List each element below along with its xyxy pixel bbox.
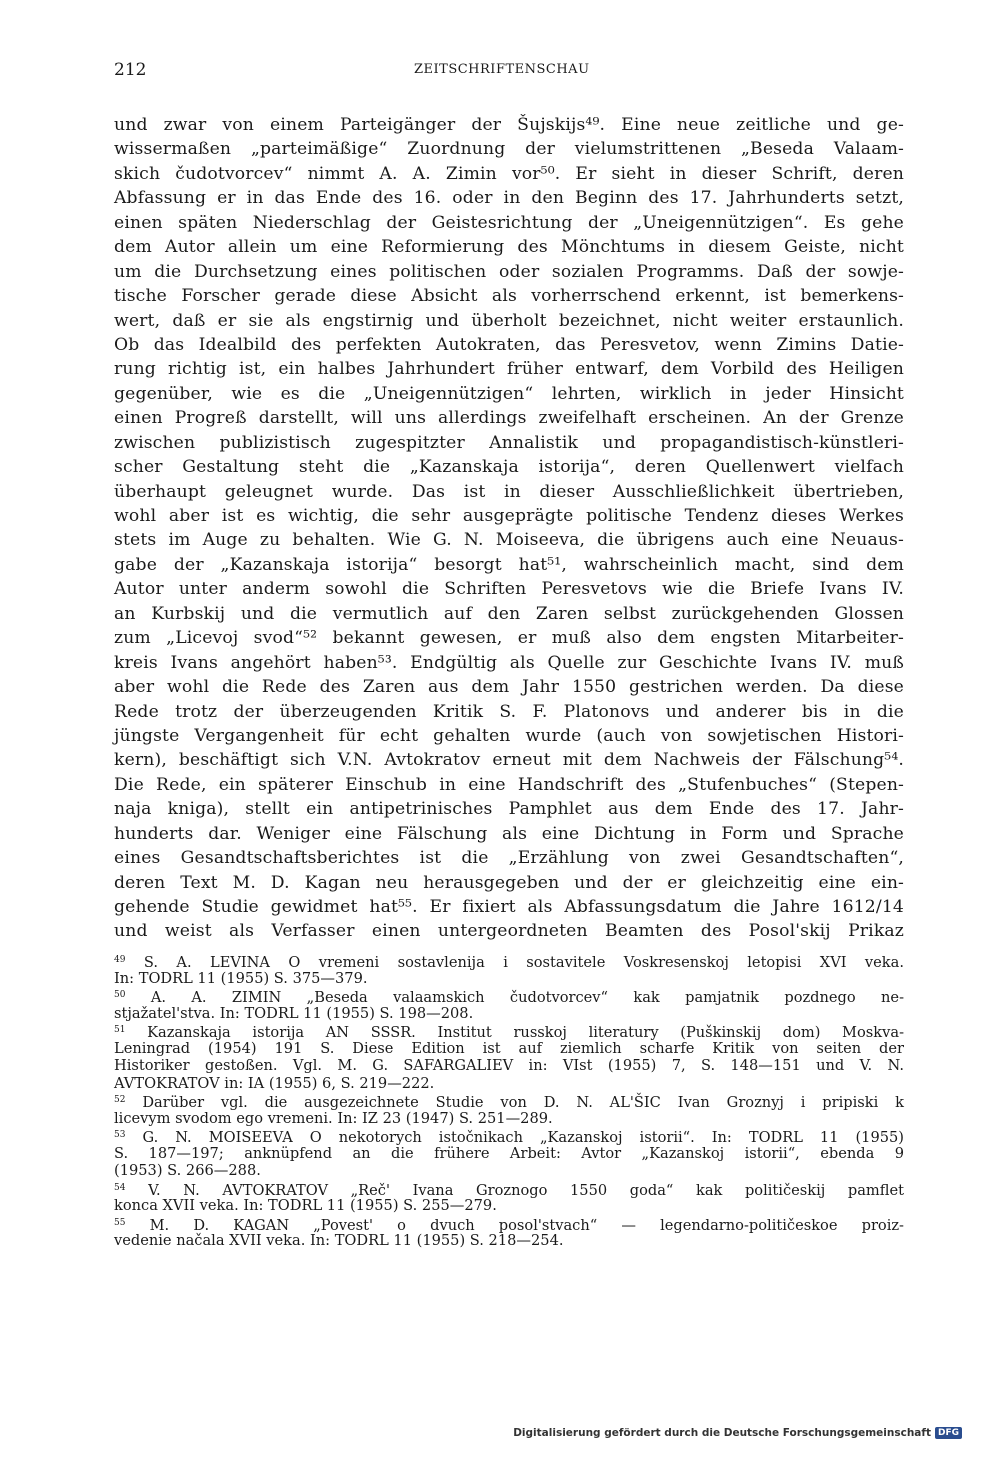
- footnote-line: S. 187—197; anknüpfend an die frühere Arbeit: Avtor „Kazanskoj istorii“, ebenda 9: [114, 1144, 904, 1162]
- text-line: wohl aber ist es wichtig, die sehr ausgeprägte politische Tendenz dieses Werkes: [114, 506, 904, 526]
- footnote-text: V. N. AVTOKRATOV „Reč' Ivana Groznogo 1550 goda“ kak političeskij pamflet: [148, 1181, 905, 1199]
- text-line: einen Progreß darstellt, will uns allerdings zweifelhaft erscheinen. An der Grenze: [114, 408, 904, 429]
- dfg-logo: DFG: [935, 1427, 962, 1439]
- footnote-line: [114, 1180, 904, 1198]
- footnote-line: [114, 1127, 904, 1145]
- footnote-line: [114, 1092, 904, 1110]
- text-line: aber wohl die Rede des Zaren aus dem Jahr 1550 gestrichen werden. Da diese: [114, 677, 904, 698]
- footnote-text: Darüber vgl. die ausgezeichnete Studie von D. N. AL'ŠIC Ivan Groznyj i pripiski k: [142, 1094, 904, 1111]
- text-line: gegenüber, wie es die „Uneigennützigen“ lehrten, wirklich in jeder Hinsicht: [114, 383, 904, 404]
- text-line: und zwar von einem Parteigänger der Šujskijs⁴⁹. Eine neue zeitliche und ge-: [114, 115, 904, 135]
- text-line: dem Autor allein um eine Reformierung des Mönchtums in diesem Geiste, nicht: [114, 237, 904, 258]
- text-line: jüngste Vergangenheit für echt gehalten wurde (auch von sowjetischen Histori-: [114, 725, 904, 746]
- footnote-line: Leningrad (1954) 191 S. Diese Edition ist auf ziemlich scharfe Kritik von seiten der: [114, 1039, 904, 1057]
- footnote-number: 51: [114, 1025, 126, 1035]
- text-line: tische Forscher gerade diese Absicht als vorherrschend erkennt, ist bemerkens-: [114, 286, 904, 307]
- text-line: eines Gesandtschaftsberichtes ist die „Erzählung von zwei Gesandtschaften“,: [114, 848, 904, 869]
- footnote-line: [114, 987, 904, 1005]
- footnote: [114, 1127, 904, 1180]
- footnote-number: 54: [114, 1182, 126, 1193]
- footnote: [114, 1092, 904, 1127]
- text-line: zum „Licevoj svod“⁵² bekannt gewesen, er muß also dem engsten Mitarbeiter-: [114, 628, 904, 649]
- footnote-text: M. D. KAGAN „Povest' o dvuch posol'stvach“ — legendarno-političeskoe proiz-: [149, 1216, 904, 1234]
- text-line: Autor unter anderm sowohl die Schriften Peresvetovs wie die Briefe Ivans IV.: [114, 579, 904, 600]
- footnote-line: [114, 1215, 904, 1233]
- footnote-number: 53: [114, 1130, 126, 1140]
- text-line: kreis Ivans angehört haben⁵³. Endgültig als Quelle zur Geschichte Ivans IV. muß: [114, 652, 904, 673]
- footnote-line: stjažatel'stva. In: TODRL 11 (1955) S. 198—208.: [114, 1004, 474, 1022]
- footnote: [114, 952, 904, 987]
- page-header: [114, 60, 904, 86]
- text-line: an Kurbskij und die vermutlich auf den Zaren selbst zurückgehenden Glossen: [114, 603, 904, 624]
- text-line: gehende Studie gewidmet hat⁵⁵. Er fixiert als Abfassungsdatum die Jahre 1612/14: [114, 897, 904, 917]
- footnote-number: 49: [114, 955, 126, 965]
- footnote-line: [114, 1022, 904, 1040]
- footnote-line: AVTOKRATOV in: IA (1955) 6, S. 219—222.: [114, 1074, 435, 1092]
- footnote-text: Kazanskaja istorija AN SSSR. Institut russkoj literatury (Puškinskij dom) Moskva-: [147, 1024, 904, 1041]
- text-line: scher Gestaltung steht die „Kazanskaja istorija“, deren Quellenwert vielfach: [114, 457, 904, 478]
- text-line: skich čudotvorcev“ nimmt A. A. Zimin vor⁵⁰. Er sieht in dieser Schrift, deren: [114, 163, 904, 184]
- footnote-line: (1953) S. 266—288.: [114, 1162, 261, 1179]
- text-line: Die Rede, ein späterer Einschub in eine Handschrift des „Stufenbuches“ (Stepen-: [114, 774, 904, 795]
- footnote: [114, 1022, 904, 1092]
- text-line: hunderts dar. Weniger eine Fälschung als eine Dichtung in Form und Sprache: [114, 823, 904, 844]
- running-title: ZEITSCHRIFTENSCHAU: [414, 62, 590, 77]
- footnote-line: licevym svodom ego vremeni. In: IZ 23 (1947) S. 251—289.: [114, 1109, 553, 1127]
- text-line: einen späten Niederschlag der Geistesrichtung der „Uneigennützigen“. Es gehe: [114, 212, 904, 233]
- text-line: gabe der „Kazanskaja istorija“ besorgt hat⁵¹, wahrscheinlich macht, sind dem: [114, 554, 904, 575]
- text-line: überhaupt geleugnet wurde. Das ist in dieser Ausschließlichkeit übertrieben,: [114, 481, 904, 502]
- footnotes: [114, 952, 904, 1250]
- footnote-text: A. A. ZIMIN „Beseda valaamskich čudotvorcev“ kak pamjatnik pozdnego ne-: [150, 989, 905, 1006]
- footnote-line: konca XVII veka. In: TODRL 11 (1955) S. 255—279.: [114, 1197, 497, 1214]
- text-line: und weist als Verfasser einen untergeordneten Beamten des Posol'skij Prikaz: [114, 921, 904, 942]
- digitization-credit-text: Digitalisierung gefördert durch die Deutsche Forschungsgemeinschaft: [513, 1427, 931, 1439]
- footnote-number: 55: [114, 1217, 126, 1228]
- footnote: [114, 1215, 904, 1250]
- digitization-credit: [513, 1427, 962, 1439]
- footnote-line: [114, 952, 904, 970]
- text-line: rung richtig ist, ein halbes Jahrhundert früher entwarf, dem Vorbild des Heiligen: [114, 359, 904, 380]
- footnote-number: 52: [114, 1095, 126, 1105]
- text-line: deren Text M. D. Kagan neu herausgegeben und der er gleichzeitig eine ein-: [114, 872, 904, 893]
- text-line: um die Durchsetzung eines politischen oder sozialen Programms. Daß der sowje-: [114, 261, 904, 282]
- footnote: [114, 1180, 904, 1215]
- footnote-text: S. A. LEVINA O vremeni sostavlenija i sostavitele Voskresenskoj letopisi XVI veka.: [143, 954, 904, 971]
- footnote: [114, 987, 904, 1022]
- footnote-line: In: TODRL 11 (1955) S. 375—379.: [114, 969, 368, 987]
- text-line: Ob das Idealbild des perfekten Autokraten, das Peresvetov, wenn Zimins Datie-: [114, 334, 904, 355]
- footnote-text: G. N. MOISEEVA O nekotorych istočnikach „Kazanskoj istorii“. In: TODRL 11 (1955): [142, 1129, 904, 1146]
- footnote-number: 50: [114, 990, 126, 1000]
- text-line: naja kniga), stellt ein antipetrinisches Pamphlet aus dem Ende des 17. Jahr-: [114, 799, 904, 820]
- text-line: wert, daß er sie als engstirnig und überholt bezeichnet, nicht weiter erstaunlich.: [114, 310, 904, 331]
- text-line: zwischen publizistisch zugespitzter Annalistik und propagandistisch-künstleri-: [114, 432, 904, 453]
- text-line: kern), beschäftigt sich V.N. Avtokratov erneut mit dem Nachweis der Fälschung⁵⁴.: [114, 750, 904, 771]
- footnote-line: vedenie načala XVII veka. In: TODRL 11 (1955) S. 218—254.: [114, 1232, 564, 1249]
- footnote-line: Historiker gestoßen. Vgl. M. G. SAFARGALIEV in: VIst (1955) 7, S. 148—151 und V. N.: [114, 1057, 904, 1074]
- main-text: [114, 113, 904, 944]
- page-number: 212: [114, 60, 147, 80]
- text-line: stets im Auge zu behalten. Wie G. N. Moiseeva, die übrigens auch eine Neuaus-: [114, 530, 904, 551]
- text-line: wissermaßen „parteimäßige“ Zuordnung der vielumstrittenen „Beseda Valaam-: [114, 139, 904, 160]
- text-line: Abfassung er in das Ende des 16. oder in den Beginn des 17. Jahrhunderts setzt,: [114, 188, 904, 209]
- text-line: Rede trotz der überzeugenden Kritik S. F. Platonovs und anderer bis in die: [114, 701, 904, 722]
